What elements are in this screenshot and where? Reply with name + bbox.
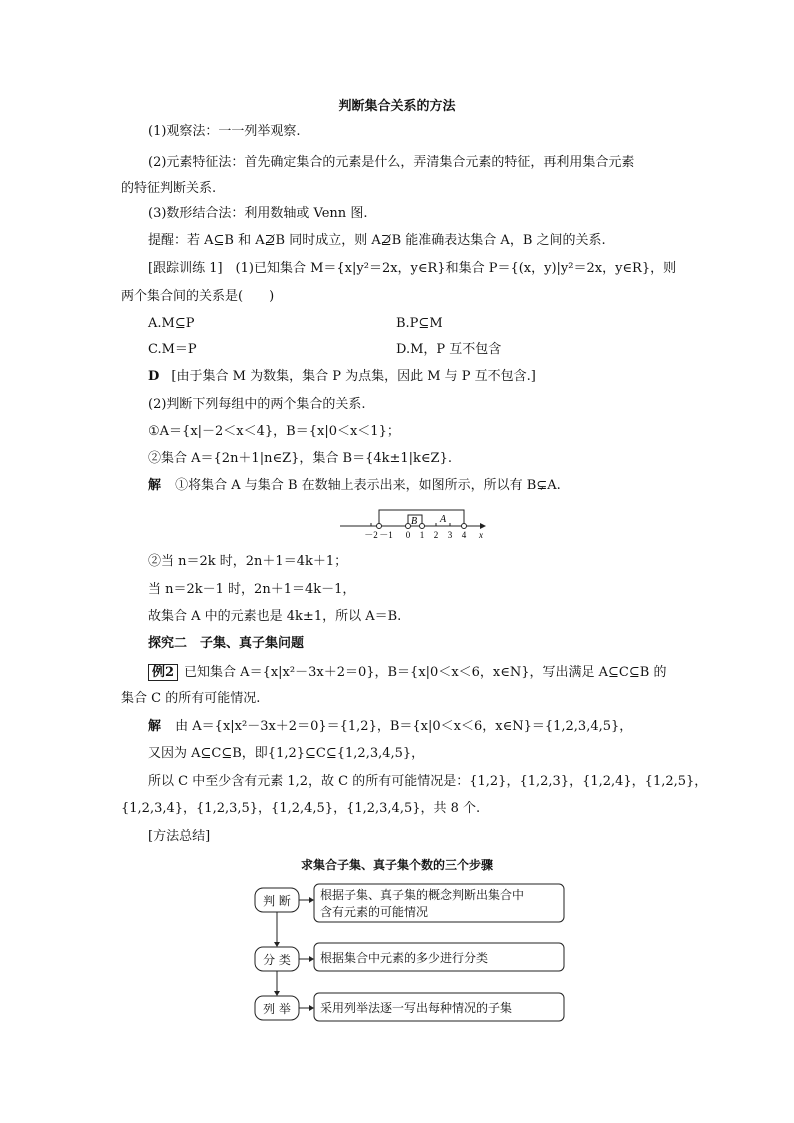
option-c: C.M＝P: [148, 342, 197, 357]
example-solution-line-2: 又因为 A⊆C⊆B，即{1,2}⊆C⊆{1,2,3,4,5}，: [148, 746, 425, 761]
exercise-part-2: (2)判断下列每组中的两个集合的关系.: [148, 397, 366, 412]
example-tag: 例2: [148, 664, 178, 681]
step-enumerate-desc: 采用列举法逐一写出每种情况的子集: [320, 1001, 513, 1015]
step-judge-desc-2: 含有元素的可能情况: [320, 905, 429, 919]
exercise-line-2: 两个集合间的关系是( ): [121, 289, 275, 304]
step-enumerate-label: 列 举: [263, 1002, 291, 1016]
label-a: A: [440, 514, 447, 525]
step-classify-desc: 根据集合中元素的多少进行分类: [320, 951, 489, 965]
method-element-feature: (2)元素特征法：首先确定集合的元素是什么，弄清集合元素的特征，再利用集合元素: [148, 155, 635, 170]
example-text-1: 已知集合 A＝{x|x²－3x＋2＝0}，B＝{x|0＜x＜6，x∈N}，写出满足 A⊆C⊆B 的: [184, 665, 667, 680]
option-d: D.M，P 互不包含: [396, 342, 502, 357]
answer-explanation: [由于集合 M 为数集，集合 P 为点集，因此 M 与 P 互不包含.]: [171, 369, 536, 384]
step-classify-label: 分 类: [263, 953, 291, 967]
tick-label: 0: [405, 530, 411, 540]
tick-label: 2: [433, 530, 439, 540]
solution-2-line-2: 当 n＝2k－1 时，2n＋1＝4k－1，: [148, 582, 356, 597]
label-b: B: [411, 516, 418, 527]
example-solution-line-3: 所以 C 中至少含有元素 1,2，故 C 的所有可能情况是：{1,2}，{1,2,3}，{1,2,4}，{1,2,5}，: [148, 774, 708, 789]
section-title-set-relations: 判断集合关系的方法: [338, 99, 456, 114]
option-a: A.M⊆P: [148, 316, 195, 331]
example-solution-line-4: {1,2,3,4}，{1,2,3,5}，{1,2,4,5}，{1,2,3,4,5}，共 8 个.: [121, 801, 481, 816]
reminder-text: 提醒：若 A⊆B 和 A⊉B 同时成立，则 A⊉B 能准确表达集合 A，B 之间的关系.: [148, 233, 606, 248]
section-heading-subsets: 探究二 子集、真子集问题: [148, 636, 305, 651]
tick-label: －1: [379, 530, 393, 540]
tick-label: 4: [461, 530, 467, 540]
tick-label: 1: [419, 530, 425, 540]
method-observation: (1)观察法：一一列举观察.: [148, 124, 301, 139]
step-judge-desc-1: 根据子集、真子集的概念判断出集合中: [320, 888, 525, 902]
tick-label: 3: [447, 530, 453, 540]
example-solution-text-1: 由 A＝{x|x²－3x＋2＝0}＝{1,2}，B＝{x|0＜x＜6，x∈N}＝{1,2,3,4,5}，: [175, 719, 633, 734]
method-element-feature-cont: 的特征判断关系.: [121, 181, 217, 196]
solution-text-1: ①将集合 A 与集合 B 在数轴上表示出来，如图所示，所以有 B⊊A.: [175, 478, 561, 493]
axis-variable: x: [479, 530, 483, 540]
exercise-item-1: ①A＝{x|－2＜x＜4}，B＝{x|0＜x＜1}；: [148, 424, 400, 439]
example-line-2: 集合 C 的所有可能情况.: [121, 691, 261, 706]
solution-label: 解: [148, 478, 162, 493]
solution-2-line-3: 故集合 A 中的元素也是 4k±1，所以 A＝B.: [148, 609, 402, 624]
method-summary-label: [方法总结]: [148, 829, 211, 844]
flowchart-title: 求集合子集、真子集个数的三个步骤: [300, 858, 493, 872]
exercise-item-2: ②集合 A＝{2n＋1|n∈Z}，集合 B＝{4k±1|k∈Z}.: [148, 451, 452, 466]
option-b: B.P⊆M: [396, 316, 443, 331]
tick-label: －2: [364, 530, 378, 540]
method-number-shape: (3)数形结合法：利用数轴或 Venn 图.: [148, 206, 368, 221]
example-solution-label: 解: [148, 719, 162, 734]
exercise-line-1: [跟踪训练 1] (1)已知集合 M＝{x|y²＝2x，y∈R}和集合 P＝{(x，y)|y²＝2x，y∈R}，则: [148, 261, 677, 276]
solution-2-line-1: ②当 n＝2k 时，2n＋1＝4k＋1；: [148, 554, 348, 569]
step-judge-label: 判 断: [263, 894, 291, 908]
answer-label: D: [148, 369, 160, 384]
